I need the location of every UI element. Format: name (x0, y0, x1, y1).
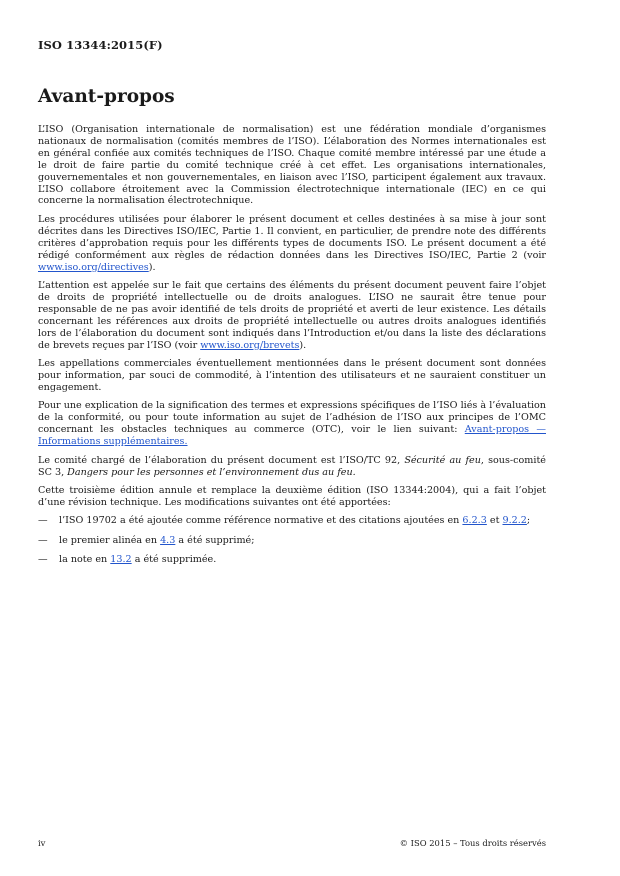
list-item-text (59, 515, 530, 527)
page-footer (38, 838, 546, 848)
document-body (38, 124, 546, 573)
list-item-text (59, 535, 254, 547)
paragraph-committee (38, 455, 546, 479)
document-id: ISO 13344:2015(F) (38, 38, 163, 52)
list-text-end: ; (526, 515, 531, 527)
list-text: le premier alinéa en (59, 534, 161, 546)
paragraph-text: L’attention est appelée sur le fait que certains des éléments du présent document peuvent faire l’objet de droits de propriété intellectuelle ou de droits analogues. L’ISO ne saurait être tenue pour responsable de ne pas avoir identifié de tels droits de propriété et averti de leur existence. Les détails concernant les références aux droits de propriété intellectuelle ou autres droits analogues identifiés lors de l’élaboration du document sont indiqués dans l’Introduction et/ou dans la liste des déclarations de brevets reçues par l’ISO (voir (38, 280, 546, 351)
list-item (38, 515, 546, 527)
paragraph-edition: Cette troisième édition annule et remplace la deuxième édition (ISO 13344:2004), qui a fait l’objet d’une révision technique. Les modifications suivantes ont été apportées: (38, 485, 546, 508)
page-number: iv (38, 838, 46, 848)
copyright-notice: © ISO 2015 – Tous droits réservés (399, 838, 546, 848)
paragraph-end: ). (148, 261, 156, 273)
clause-link-6-2-3[interactable]: 6.2.3 (462, 515, 487, 527)
clause-link-9-2-2[interactable]: 9.2.2 (502, 515, 527, 527)
subcommittee-title: Dangers pour les personnes et l’environnement dus au feu. (67, 466, 356, 478)
paragraph-text: Le comité chargé de l’élaboration du présent document est l’ISO/TC 92, (38, 454, 405, 466)
list-dash: — (38, 534, 48, 546)
list-item (38, 554, 546, 566)
clause-link-13-2[interactable]: 13.2 (110, 554, 132, 566)
committee-title: Sécurité au feu (404, 454, 481, 466)
page-title: Avant-propos (38, 86, 175, 107)
patents-link[interactable]: www.iso.org/brevets (200, 339, 300, 351)
paragraph-iso-intro: L’ISO (Organisation internationale de normalisation) est une fédération mondiale d’organismes nationaux de normalisation (comités membres de l’ISO). L’élaboration des Normes internationales est en général confiée aux comités techniques de l’ISO. Chaque comité membre intéressé par une étude a le droit de faire partie du comité technique créé à cet effet. Les organisations internationales, gouvernementales et non gouvernementales, en liaison avec l’ISO, participent également aux travaux. L’ISO collabore étroitement avec la Commission électrotechnique internationale (IEC) en ce qui concerne la normalisation électrotechnique. (38, 124, 546, 207)
paragraph-procedures (38, 214, 546, 274)
list-text-end: a été supprimé; (175, 534, 255, 546)
directives-link[interactable]: www.iso.org/directives (38, 261, 149, 273)
clause-link-4-3[interactable]: 4.3 (160, 534, 176, 546)
paragraph-mid: , sous-comité SC 3, (38, 454, 546, 478)
list-dash: — (38, 515, 48, 527)
list-dash: — (38, 554, 48, 566)
list-text: la note en (59, 554, 111, 566)
list-item-text (59, 554, 216, 566)
list-text-mid: et (486, 515, 503, 527)
paragraph-patents (38, 280, 546, 351)
list-item (38, 535, 546, 547)
paragraph-text: Pour une explication de la signification des termes et expressions spécifiques de l’ISO liés à l’évaluation de la conformité, ou pour toute information au sujet de l’adhésion de l’ISO aux principes de l’OMC concernant les obstacles techniques au commerce (OTC), voir le lien suivant: (38, 400, 546, 436)
list-text: l’ISO 19702 a été ajoutée comme référence normative et des citations ajoutées en (59, 515, 463, 527)
foreword-info-link[interactable]: Avant-propos — Informations supplémentaires. (38, 424, 546, 448)
list-text-end: a été supprimée. (131, 554, 217, 566)
paragraph-text: Les procédures utilisées pour élaborer le présent document et celles destinées à sa mise à jour sont décrites dans les Directives ISO/IEC, Partie 1. Il convient, en particulier, de prendre note des différents critères d’approbation requis pour les différents types de documents ISO. Le présent document a été rédigé conformément aux règles de rédaction données dans les Directives ISO/IEC, Partie 2 (voir (38, 213, 546, 261)
paragraph-conformity (38, 400, 546, 448)
paragraph-end: ). (299, 339, 307, 351)
paragraph-trade-names: Les appellations commerciales éventuellement mentionnées dans le présent document sont données pour information, par souci de commodité, à l’intention des utilisateurs et ne sauraient constituer un engagement. (38, 358, 546, 393)
